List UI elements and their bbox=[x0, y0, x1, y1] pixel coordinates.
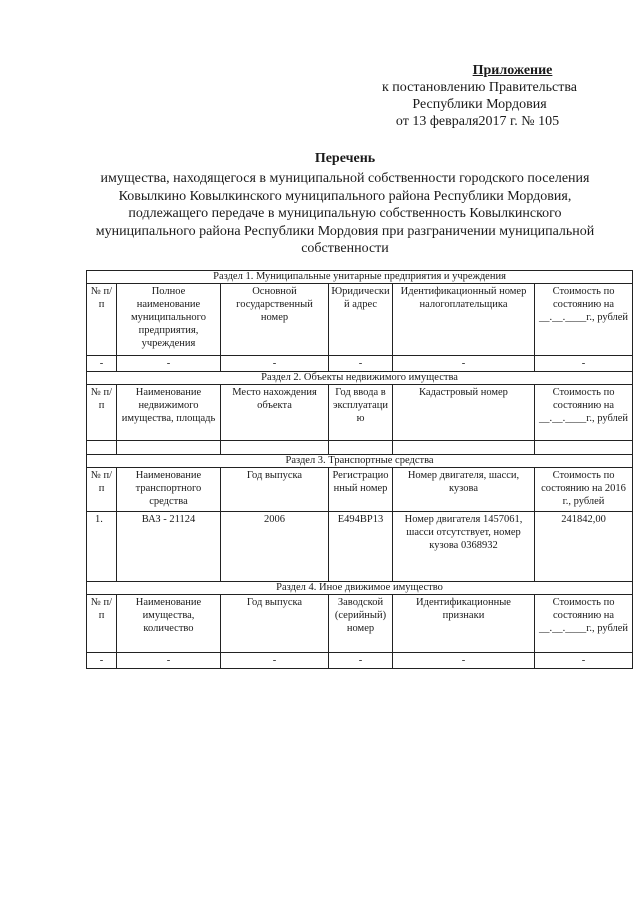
column-header: Стоимость по состоянию на __.__.____г., рублей bbox=[535, 595, 633, 653]
table-cell bbox=[329, 441, 393, 455]
table-row bbox=[87, 653, 633, 669]
table-cell: 241842,00 bbox=[535, 512, 633, 582]
column-header: Наименование транспортного средства bbox=[117, 468, 221, 512]
column-header: Стоимость по состоянию на 2016 г., рублей bbox=[535, 468, 633, 512]
column-header: Юридический адрес bbox=[329, 284, 393, 356]
column-header: Идентификационные признаки bbox=[393, 595, 535, 653]
table-row bbox=[87, 356, 633, 372]
column-header: № п/п bbox=[87, 284, 117, 356]
section-3-title-row bbox=[87, 455, 633, 468]
table-cell: - bbox=[117, 356, 221, 372]
appendix-title: Приложение bbox=[472, 63, 553, 78]
date-prefix: от bbox=[395, 114, 409, 129]
section-4-title-row bbox=[87, 582, 633, 595]
document-title: Перечень bbox=[314, 151, 376, 166]
section-2-title-row bbox=[87, 372, 633, 385]
column-header: Место нахождения объекта bbox=[221, 385, 329, 441]
section-title: Раздел 2. Объекты недвижимого имущества bbox=[87, 372, 633, 385]
table-cell: - bbox=[329, 356, 393, 372]
column-header: Год выпуска bbox=[221, 468, 329, 512]
date-value: 13 февраля bbox=[412, 114, 479, 129]
column-header: Заводской (серийный) номер bbox=[329, 595, 393, 653]
table-cell: Е494ВР13 bbox=[329, 512, 393, 582]
column-header: Идентификационный номер налогоплательщика bbox=[393, 284, 535, 356]
column-header: № п/п bbox=[87, 385, 117, 441]
section-4-header-row bbox=[87, 595, 633, 653]
table-cell bbox=[535, 441, 633, 455]
appendix-line-1: к постановлению Правительства bbox=[381, 80, 578, 95]
table-cell: - bbox=[117, 653, 221, 669]
column-header: Год ввода в эксплуатацию bbox=[329, 385, 393, 441]
table-cell: - bbox=[221, 653, 329, 669]
table-cell bbox=[221, 441, 329, 455]
appendix-line-2: Республики Мордовия bbox=[412, 97, 547, 112]
section-1-header-row bbox=[87, 284, 633, 356]
table-cell bbox=[87, 441, 117, 455]
section-title: Раздел 4. Иное движимое имущество bbox=[87, 582, 633, 595]
column-header: Наименование имущества, количество bbox=[117, 595, 221, 653]
table-cell: 2006 bbox=[221, 512, 329, 582]
table-cell bbox=[393, 441, 535, 455]
table-cell bbox=[117, 441, 221, 455]
table-cell: - bbox=[535, 356, 633, 372]
section-title: Раздел 1. Муниципальные унитарные предприятия и учреждения bbox=[87, 271, 633, 284]
section-3-header-row bbox=[87, 468, 633, 512]
column-header: № п/п bbox=[87, 468, 117, 512]
section-2-header-row bbox=[87, 385, 633, 441]
document-subtitle: имущества, находящегося в муниципальной собственности городского поселения Ковылкино Ковылкинского муниципального района Республики Мордовия, подлежащего передаче в муниципальную собственность Ковылкинского муниципального района Республики Мордовия при разграничении муниципальной собственности bbox=[95, 171, 595, 256]
table-cell: - bbox=[329, 653, 393, 669]
section-title: Раздел 3. Транспортные средства bbox=[87, 455, 633, 468]
table-cell: - bbox=[535, 653, 633, 669]
table-row bbox=[87, 441, 633, 455]
document-heading bbox=[90, 150, 600, 258]
table-cell: ВАЗ - 21124 bbox=[117, 512, 221, 582]
appendix-block bbox=[360, 62, 595, 130]
table-cell: - bbox=[393, 653, 535, 669]
section-1-title-row bbox=[87, 271, 633, 284]
table-cell: - bbox=[221, 356, 329, 372]
property-table bbox=[86, 270, 633, 669]
date-year: 2017 г. bbox=[478, 114, 518, 129]
column-header: № п/п bbox=[87, 595, 117, 653]
table-cell: 1. bbox=[87, 512, 117, 582]
number-sign: № bbox=[521, 114, 535, 129]
table-cell: Номер двигателя 1457061, шасси отсутствует, номер кузова 0368932 bbox=[393, 512, 535, 582]
column-header: Год выпуска bbox=[221, 595, 329, 653]
column-header: Кадастровый номер bbox=[393, 385, 535, 441]
column-header: Полное наименование муниципального предприятия, учреждения bbox=[117, 284, 221, 356]
table-cell: - bbox=[87, 653, 117, 669]
column-header: Основной государственный номер bbox=[221, 284, 329, 356]
number-value: 105 bbox=[538, 114, 560, 129]
column-header: Регистрационный номер bbox=[329, 468, 393, 512]
table-cell: - bbox=[393, 356, 535, 372]
table-cell: - bbox=[87, 356, 117, 372]
column-header: Стоимость по состоянию на __.__.____г., рублей bbox=[535, 385, 633, 441]
column-header: Наименование недвижимого имущества, площадь bbox=[117, 385, 221, 441]
table-row bbox=[87, 512, 633, 582]
column-header: Стоимость по состоянию на __.__.____г., рублей bbox=[535, 284, 633, 356]
column-header: Номер двигателя, шасси, кузова bbox=[393, 468, 535, 512]
appendix-date-line bbox=[360, 113, 595, 130]
